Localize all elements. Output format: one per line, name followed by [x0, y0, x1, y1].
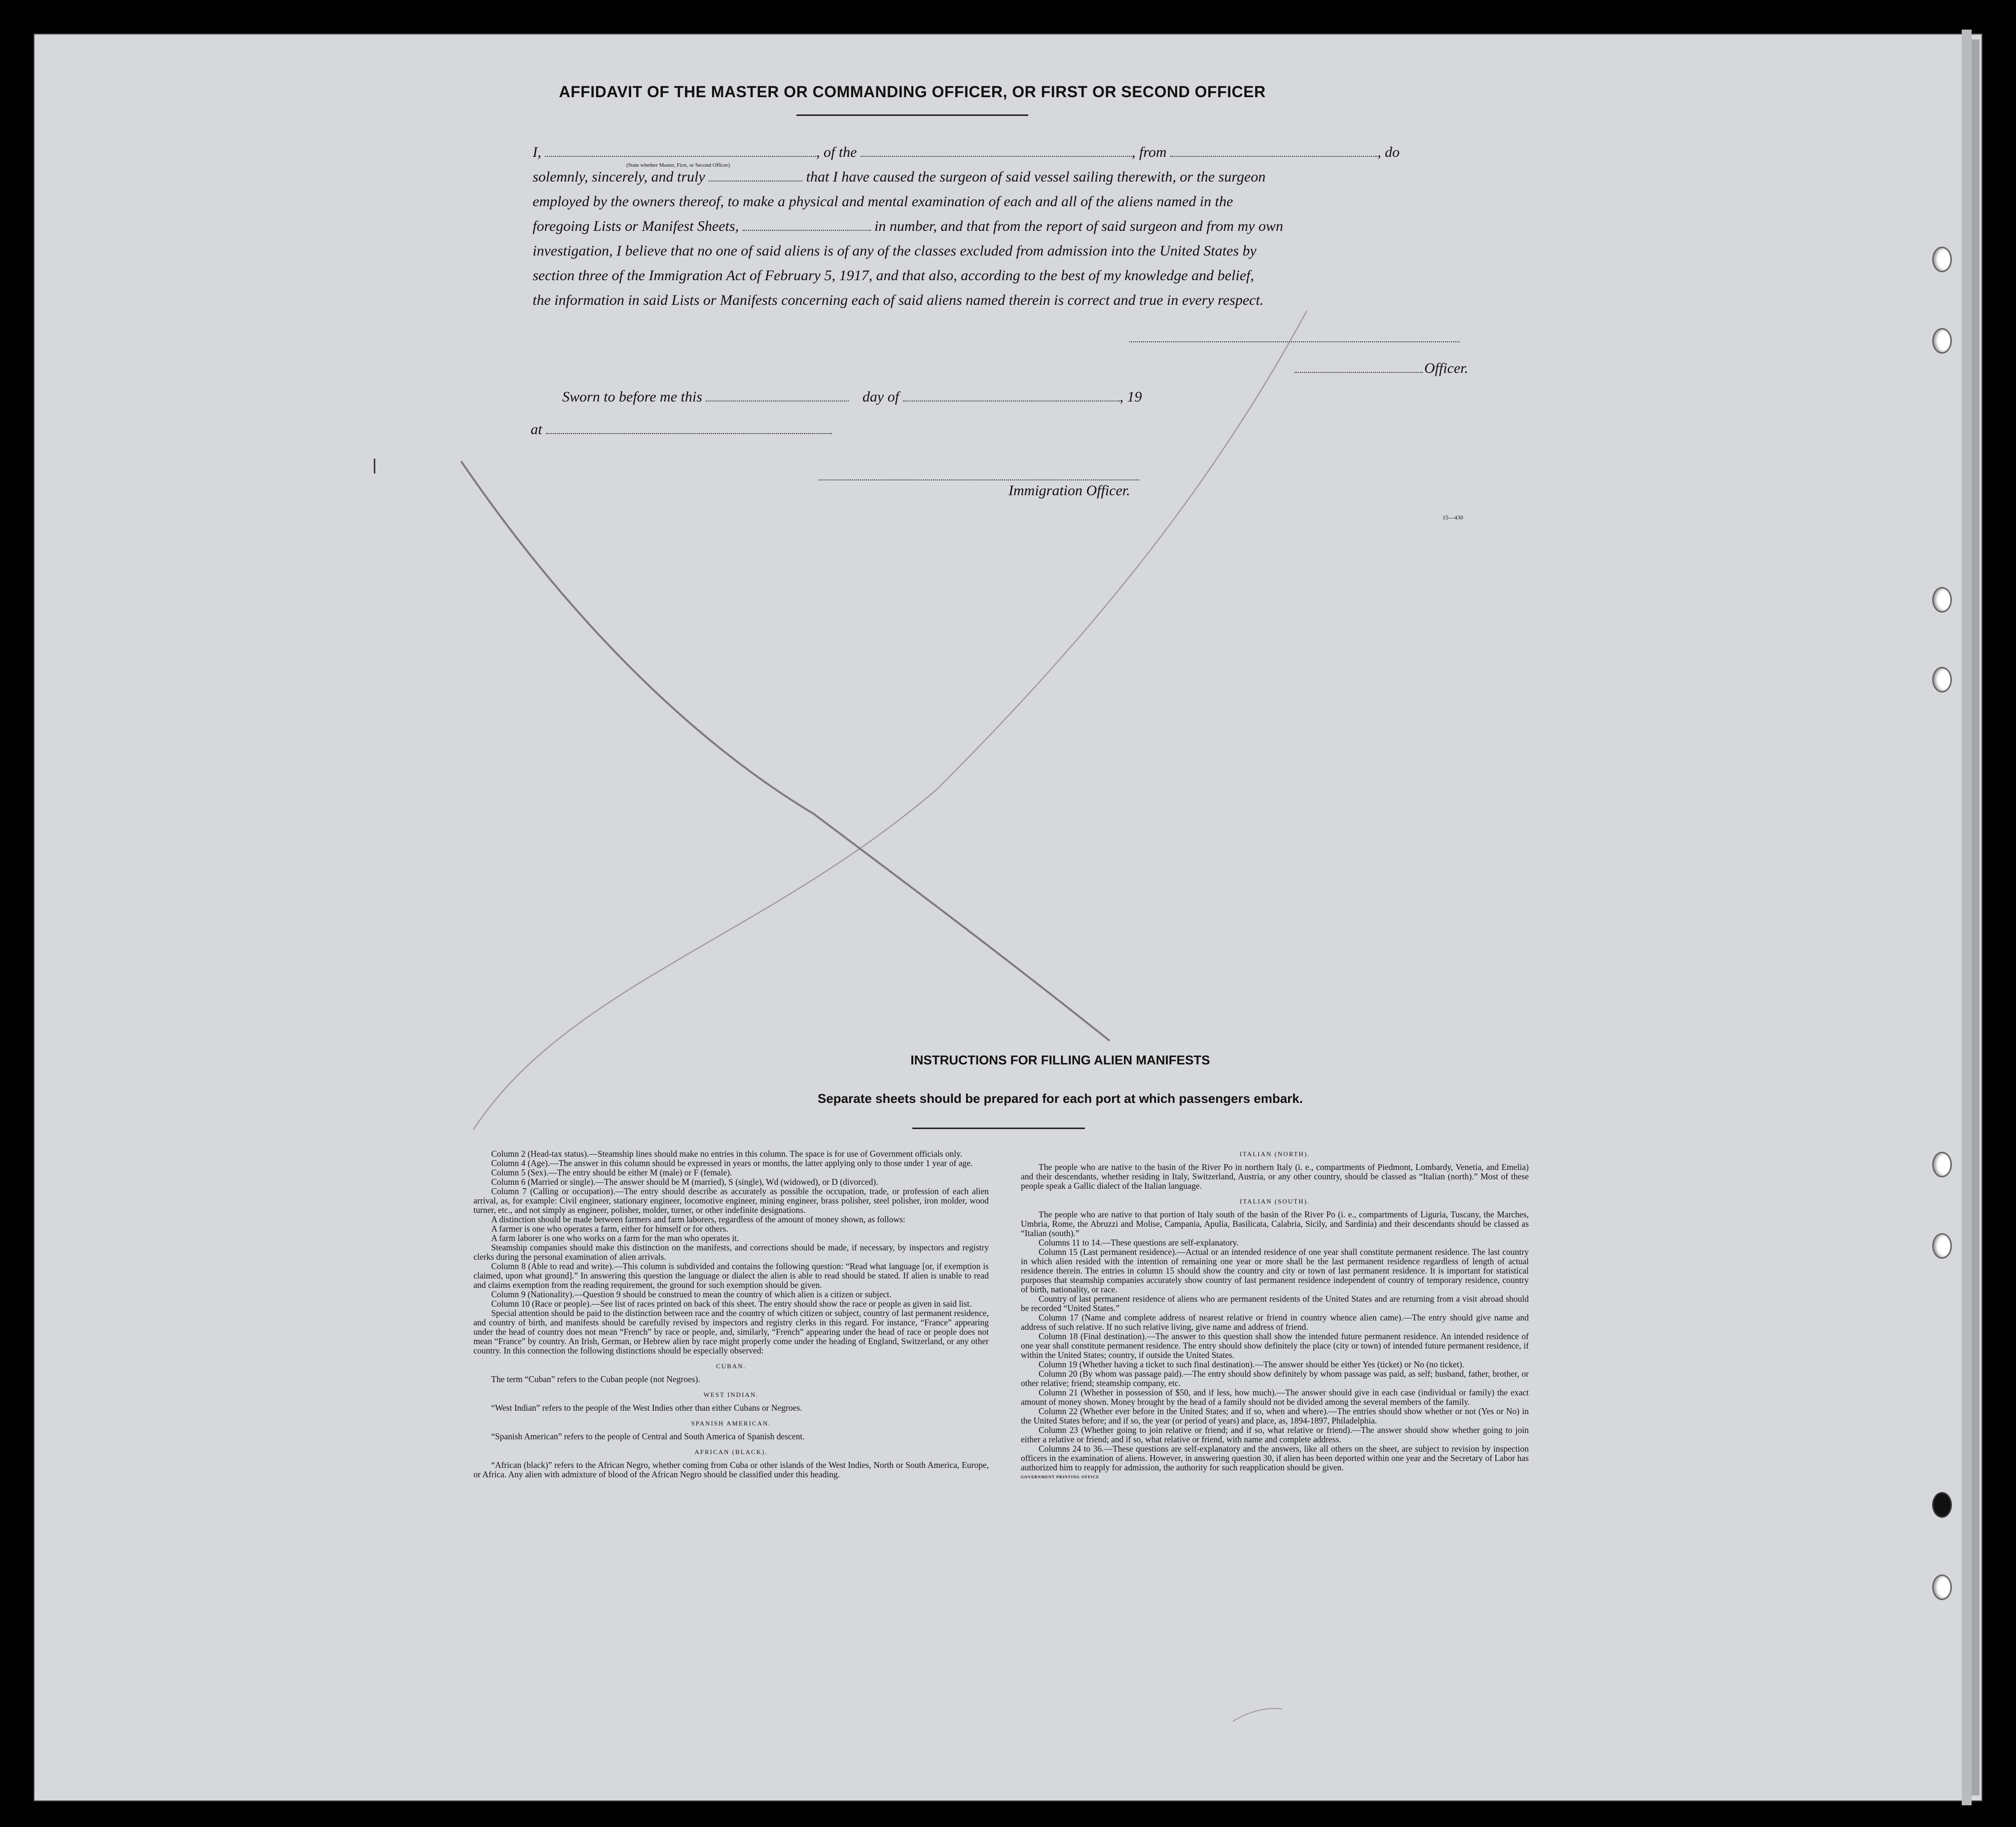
- race-heading: WEST INDIAN.: [703, 1391, 759, 1398]
- instruction-paragraph: Column 15 (Last permanent residence).—Actual or an intended residence of one year shall constitute permanent residence. The last country in which alien resided with the intention of remaining one year or more shall be the last permanent residence regardless of length of actual residence therein. The entries in column 15 should show the country and city or town of last permanent residence. It is important for statistical purposes that steamship companies accurately show country of last permanent residence independent of country of temporary residence, country of birth, nationality, or race.: [1021, 1247, 1529, 1294]
- instructions-right-column: [1021, 1149, 1529, 1482]
- year-label: , 19: [1119, 389, 1142, 405]
- sworn-label: Sworn to before me this: [562, 389, 702, 405]
- instruction-paragraph: A farm laborer is one who works on a farm for the man who operates it.: [491, 1233, 739, 1243]
- race-heading: CUBAN.: [716, 1362, 746, 1370]
- form-number: 15—430: [1442, 514, 1463, 521]
- instruction-paragraph: The people who are native to the basin of the River Po in northern Italy (i. e., compartments of Piedmont, Lombardy, Venetia, and Emelia) and their descendants, whether residing in Italy, Switzerland, Austria, or any other country, should be classed as “Italian (north).” Most of these people speak a Gallic dialect of the Italian language.: [1021, 1162, 1529, 1191]
- instruction-paragraph: Column 7 (Calling or occupation).—The entry should describe as accurately as possible the occupation, trade, or profession of each alien arrival, as, for example: Civil engineer, stationary engineer, locomotive engineer, mining engineer, brass polisher, steel polisher, iron molder, wood turner, etc., and not simply as engineer, polisher, molder, turner, or other indefinite designations.: [473, 1186, 989, 1215]
- instruction-paragraph: Column 10 (Race or people).—See list of races printed on back of this sheet. The entry should show the race or people as given in said list.: [491, 1299, 972, 1309]
- affidavit-line2a: solemnly, sincerely, and truly: [533, 169, 705, 185]
- instruction-paragraph: Column 22 (Whether ever before in the United States; and if so, when and where).—The entries should show whether or not (Yes or No) in the United States before; and if so, the year (or period of years) and place, as, 1894-1897, Philadelphia.: [1021, 1406, 1529, 1425]
- vessel-name-field[interactable]: [861, 143, 1132, 157]
- instruction-paragraph: A farmer is one who operates a farm, either for himself or for others.: [491, 1224, 728, 1234]
- officer-rank-note: (State whether Master, First, or Second Officer): [626, 162, 730, 168]
- instruction-paragraph: “West Indian” refers to the people of the West Indies other than either Cubans or Negroes.: [491, 1403, 802, 1413]
- instruction-paragraph: “African (black)” refers to the African Negro, whether coming from Cuba or other islands of the West Indies, North or South America, Europe, or Africa. Any alien with admixture of blood of the African Negro should be classified under this heading.: [473, 1460, 989, 1479]
- affidavit-title: AFFIDAVIT OF THE MASTER OR COMMANDING OFFICER, OR FIRST OR SECOND OFFICER: [559, 83, 1266, 101]
- instructions-left-column: [473, 1149, 989, 1479]
- sworn-month-field[interactable]: [903, 388, 1120, 402]
- race-heading: SPANISH AMERICAN.: [691, 1420, 771, 1427]
- affidavit-line7: the information in said Lists or Manifests concerning each of said aliens named therein is correct and true in every respect.: [533, 292, 1264, 308]
- sworn-day-field[interactable]: [706, 388, 849, 402]
- instruction-paragraph: Column 5 (Sex).—The entry should be either M (male) or F (female).: [491, 1168, 732, 1177]
- officer-label: Officer.: [1424, 360, 1469, 376]
- signature-line-top[interactable]: [1129, 341, 1460, 342]
- at-label: at: [531, 421, 542, 438]
- affidavit-line4a: foregoing Lists or Manifest Sheets,: [533, 218, 739, 234]
- instruction-paragraph: “Spanish American” refers to the people of Central and South America of Spanish descent.: [491, 1431, 805, 1441]
- instruction-paragraph: Steamship companies should make this distinction on the manifests, and corrections should be made, if necessary, by inspectors and registry clerks during the personal examination of alien arrivals.: [473, 1242, 989, 1262]
- instruction-paragraph: Column 6 (Married or single).—The answer should be M (married), S (single), Wd (widowed), or D (divorced).: [491, 1177, 878, 1187]
- instructions-rule: [912, 1128, 1085, 1129]
- affidavit-line5: investigation, I believe that no one of said aliens is of any of the classes excluded from admission into the United States by: [533, 243, 1257, 259]
- immigration-officer-signature-field[interactable]: [819, 479, 1139, 480]
- race-heading: ITALIAN (SOUTH).: [1239, 1198, 1310, 1205]
- instruction-paragraph: Columns 24 to 36.—These questions are self-explanatory and the answers, like all others on the sheet, are subject to revision by inspection officers in the examination of aliens. However, in answering question 30, if alien has been deported within one year and the Secretary of Labor has authorized him to reapply for admission, the authority for such reapplication should be given.: [1021, 1444, 1529, 1472]
- at-line: [531, 420, 832, 438]
- race-heading: AFRICAN (BLACK).: [694, 1448, 768, 1456]
- affidavit-from: , from: [1132, 144, 1167, 160]
- instruction-paragraph: Column 20 (By whom was passage paid).—The entry should show definitely by whom passage was paid, as self; husband, father, brother, or other relative; friend; steamship company, etc.: [1021, 1369, 1529, 1388]
- instruction-paragraph: Special attention should be paid to the distinction between race and the country of which citizen or subject, country of last permanent residence, and country of birth, and manifests should be carefully revised by inspectors and registry clerks in this regard. For instance, “France” appearing under the head of country does not mean “French” by race or people, and, similarly, “French” appearing under the head of race or people does not mean “France” by country. An Irish, German, or Hebrew alien by race might properly come under the heading of England, Switzerland, or any other country. In this connection the following distinctions should be especially observed:: [473, 1308, 989, 1355]
- race-heading: ITALIAN (NORTH).: [1239, 1150, 1310, 1158]
- instruction-paragraph: The people who are native to that portion of Italy south of the basin of the River Po (i. e., compartments of Liguria, Tuscany, the Marches, Umbria, Rome, the Abruzzi and Molise, Campania, Apulia, Basilicata, Calabria, Sicily, and Sardinia) and their descendants should be classed as “Italian (south).”: [1021, 1209, 1529, 1238]
- instructions-subtitle: Separate sheets should be prepared for each port at which passengers embark.: [818, 1091, 1303, 1106]
- day-of-label: day of: [862, 389, 900, 405]
- instruction-paragraph: Column 19 (Whether having a ticket to such final destination).—The answer should be either Yes (ticket) or No (no ticket).: [1039, 1359, 1465, 1369]
- affidavit-of-the: , of the: [816, 144, 857, 160]
- instructions-title: INSTRUCTIONS FOR FILLING ALIEN MANIFESTS: [910, 1053, 1210, 1067]
- immigration-officer-label: Immigration Officer.: [1008, 482, 1130, 499]
- instruction-paragraph: Column 21 (Whether in possession of $50, and if less, how much).—The answer should give in each case (individual or family) the exact amount of money shown. Money brought by the head of a family should not be divided among the several members of the family.: [1021, 1388, 1529, 1407]
- title-rule: [796, 114, 1028, 116]
- instruction-paragraph: Column 17 (Name and complete address of nearest relative or friend in country whence alien came).—The entry should give name and address of such relative. If no such relative living, give name and address of friend.: [1021, 1313, 1529, 1332]
- affidavit-i: I,: [533, 144, 541, 160]
- affidavit-line2b: that I have caused the surgeon of said vessel sailing therewith, or the surgeon: [806, 169, 1266, 185]
- affidavit-line4b: in number, and that from the report of said surgeon and from my own: [874, 218, 1283, 234]
- instruction-paragraph: Columns 11 to 14.—These questions are self-explanatory.: [1039, 1238, 1239, 1247]
- instruction-paragraph: Column 9 (Nationality).—Question 9 should be construed to mean the country of which alien is a citizen or subject.: [491, 1289, 892, 1299]
- instruction-paragraph: Column 2 (Head-tax status).—Steamship lines should make no entries in this column. The space is for use of Government officials only.: [491, 1149, 963, 1159]
- instruction-paragraph: Country of last permanent residence of aliens who are permanent residents of the United States and are returning from a visit abroad should be recorded “United States.”: [1021, 1294, 1529, 1313]
- affidavit-body: [533, 140, 1499, 313]
- sworn-line: [562, 388, 1142, 405]
- instruction-paragraph: Column 4 (Age).—The answer in this column should be expressed in years or months, the latter applying only to those under 1 year of age.: [491, 1158, 973, 1168]
- affidavit-line3: employed by the owners thereof, to make a physical and mental examination of each and all of the aliens named in the: [533, 193, 1233, 210]
- instruction-paragraph: Column 18 (Final destination).—The answer to this question shall show the intended future permanent residence. An intended residence of one year shall constitute permanent residence. The entry should show definitely the place (city or town) of intended future permanent residence, if within the United States; country, if outside the United States.: [1021, 1331, 1529, 1360]
- printer-imprint: GOVERNMENT PRINTING OFFICE: [1021, 1475, 1100, 1479]
- instruction-paragraph: Column 23 (Whether going to join relative or friend; and if so, what relative or friend).—The answer should show whether going to join either a relative or friend; and if so, what relative or friend, with name and complete address.: [1021, 1425, 1529, 1444]
- affidavit-line6: section three of the Immigration Act of February 5, 1917, and that also, according to the best of my knowledge and belief,: [533, 267, 1254, 284]
- port-from-field[interactable]: [1170, 143, 1377, 157]
- instruction-paragraph: The term “Cuban” refers to the Cuban people (not Negroes).: [491, 1374, 700, 1384]
- sheets-count-field[interactable]: [743, 217, 871, 231]
- officer-signature-field[interactable]: [1295, 367, 1423, 373]
- instruction-paragraph: Column 8 (Able to read and write).—This column is subdivided and contains the following question: “Read what language [or, if exemption is claimed, upon what ground].” In answering this question the language or dialect the alien is able to read should be stated. If alien is unable to read and claims exemption from the reading requirement, the ground for such exemption should be given.: [473, 1261, 989, 1290]
- instruction-paragraph: A distinction should be made between farmers and farm laborers, regardless of the amount of money shown, as follows:: [491, 1214, 905, 1224]
- affidavit-do: , do: [1377, 144, 1400, 160]
- sworn-place-field[interactable]: [546, 420, 832, 434]
